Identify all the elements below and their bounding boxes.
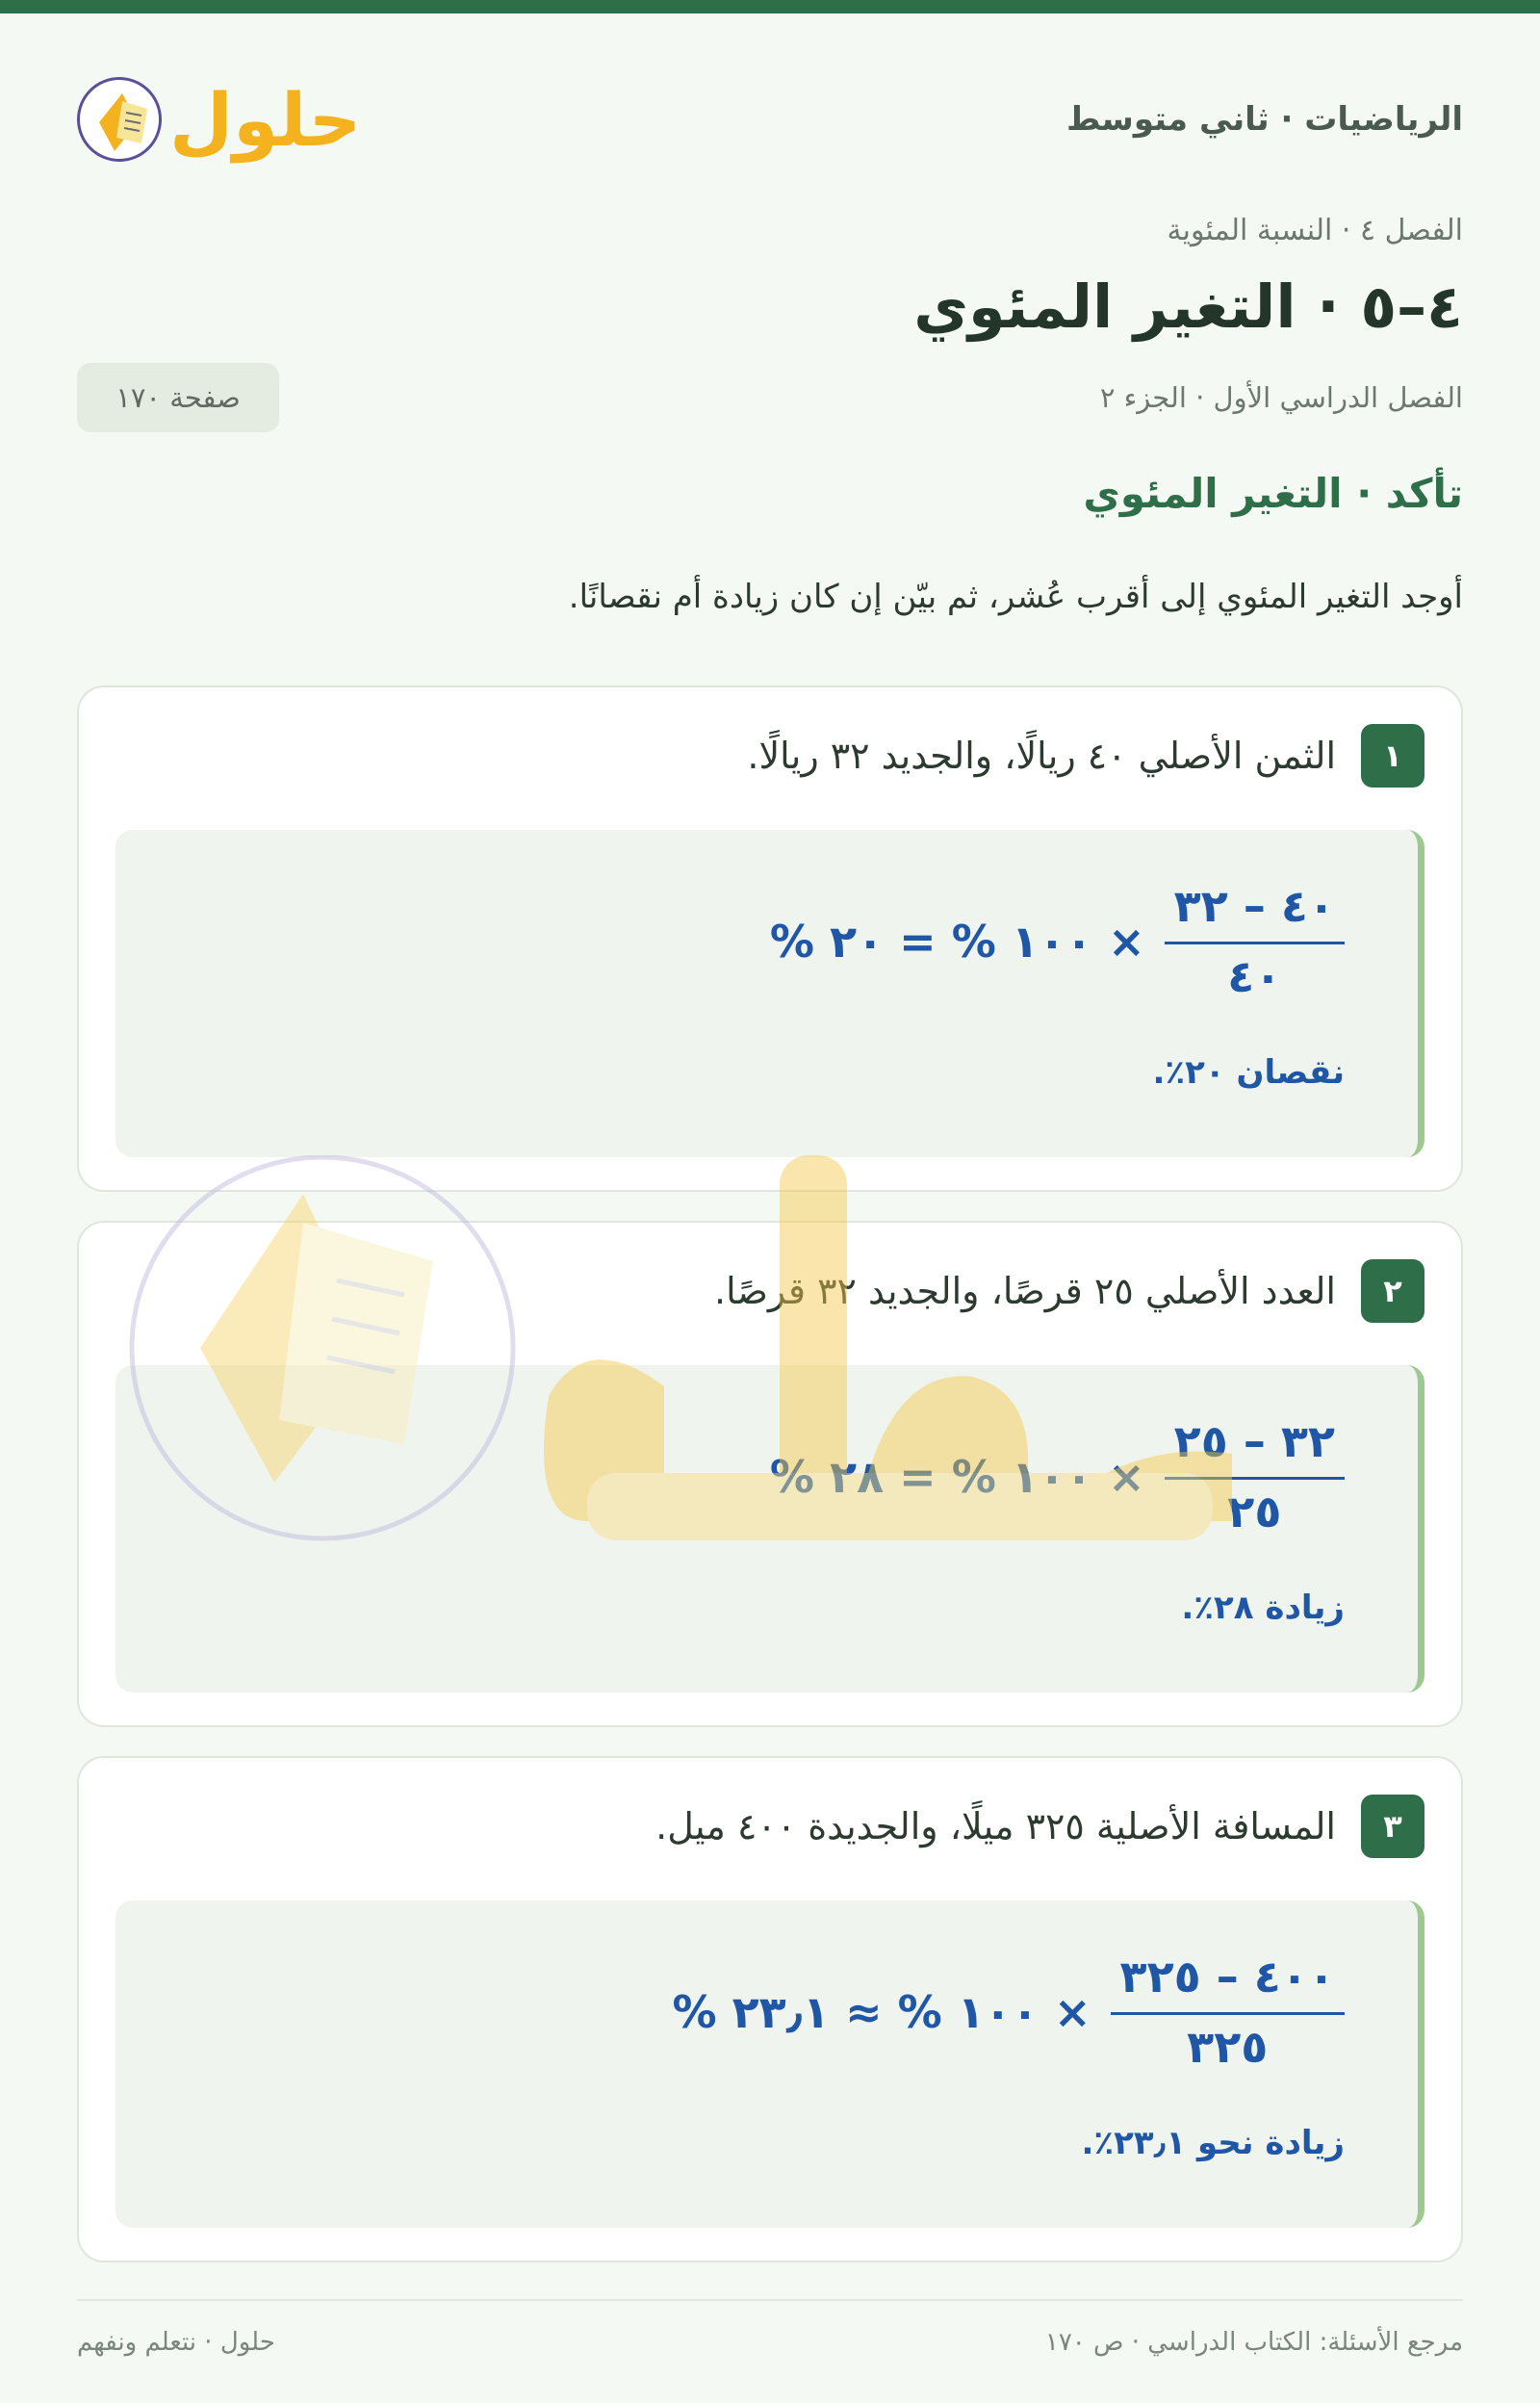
- top-accent-bar: [0, 0, 1540, 13]
- question-card-2: [77, 1221, 1463, 1727]
- question-row: [714, 1259, 1424, 1323]
- fraction-numerator: ٤٠ – ٣٢: [1165, 880, 1345, 944]
- fraction-numerator: ٣٢ – ٢٥: [1165, 1415, 1345, 1480]
- fraction: [1165, 880, 1345, 1002]
- chapter-label: الفصل ٤ · النسبة المئوية: [1167, 214, 1463, 247]
- page-number-badge: صفحة ١٧٠: [77, 363, 279, 432]
- equation-rhs: × ١٠٠ % = ٢٨ %: [769, 1450, 1145, 1503]
- fraction-denominator: ٣٢٥: [1187, 2021, 1269, 2073]
- header: [77, 58, 1463, 181]
- solution-box: [116, 1365, 1424, 1692]
- question-text: المسافة الأصلية ٣٢٥ ميلًا، والجديدة ٤٠٠ ميل.: [655, 1805, 1336, 1847]
- footer-brand: حلول · نتعلم ونفهم: [77, 2328, 275, 2357]
- question-row: [655, 1795, 1424, 1858]
- book-logo-icon: [77, 77, 162, 162]
- semester-label: الفصل الدراسي الأول · الجزء ٢: [1099, 381, 1463, 414]
- equation: [770, 880, 1345, 1002]
- question-text: العدد الأصلي ٢٥ قرصًا، والجديد ٣٢ قرصًا.: [713, 1270, 1336, 1312]
- subject-title: الرياضيات · ثاني متوسط: [1066, 100, 1463, 139]
- question-text: الثمن الأصلي ٤٠ ريالًا، والجديد ٣٢ ريالًا.: [747, 735, 1336, 777]
- question-number-badge: ١: [1361, 724, 1424, 788]
- equation: [672, 1951, 1345, 2073]
- fraction: [1165, 1415, 1345, 1537]
- equation-rhs: × ١٠٠ % = ٢٠ %: [769, 915, 1145, 968]
- question-number-badge: ٣: [1361, 1795, 1424, 1858]
- section-title: تأكد · التغير المئوي: [1083, 470, 1463, 517]
- answer-result: نقصان ٢٠٪.: [1152, 1053, 1345, 1092]
- answer-result: زيادة ٢٨٪.: [1181, 1589, 1345, 1627]
- solution-box: [116, 1900, 1424, 2228]
- fraction-numerator: ٤٠٠ – ٣٢٥: [1111, 1951, 1346, 2015]
- footer-divider: [77, 2299, 1463, 2301]
- fraction: [1111, 1951, 1346, 2073]
- fraction-denominator: ٤٠: [1227, 950, 1282, 1002]
- answer-result: زيادة نحو ٢٣٫١٪.: [1081, 2124, 1345, 2162]
- footer-source: مرجع الأسئلة: الكتاب الدراسي · ص ١٧٠: [1044, 2328, 1463, 2357]
- question-card-1: [77, 685, 1463, 1192]
- logo-wordmark: حلول: [169, 76, 362, 163]
- instruction-text: أوجد التغير المئوي إلى أقرب عُشر، ثم بيّن إن كان زيادة أم نقصانًا.: [568, 578, 1463, 616]
- logo[interactable]: [77, 77, 361, 163]
- question-card-3: [77, 1756, 1463, 2262]
- lesson-title: ٤–٥ · التغير المئوي: [913, 271, 1463, 342]
- solution-box: [116, 830, 1424, 1157]
- question-row: [747, 724, 1424, 788]
- equation-rhs: × ١٠٠ % ≈ ٢٣٫١ %: [672, 1985, 1091, 2038]
- fraction-denominator: ٢٥: [1227, 1486, 1282, 1537]
- equation: [770, 1415, 1345, 1537]
- question-number-badge: ٢: [1361, 1259, 1424, 1323]
